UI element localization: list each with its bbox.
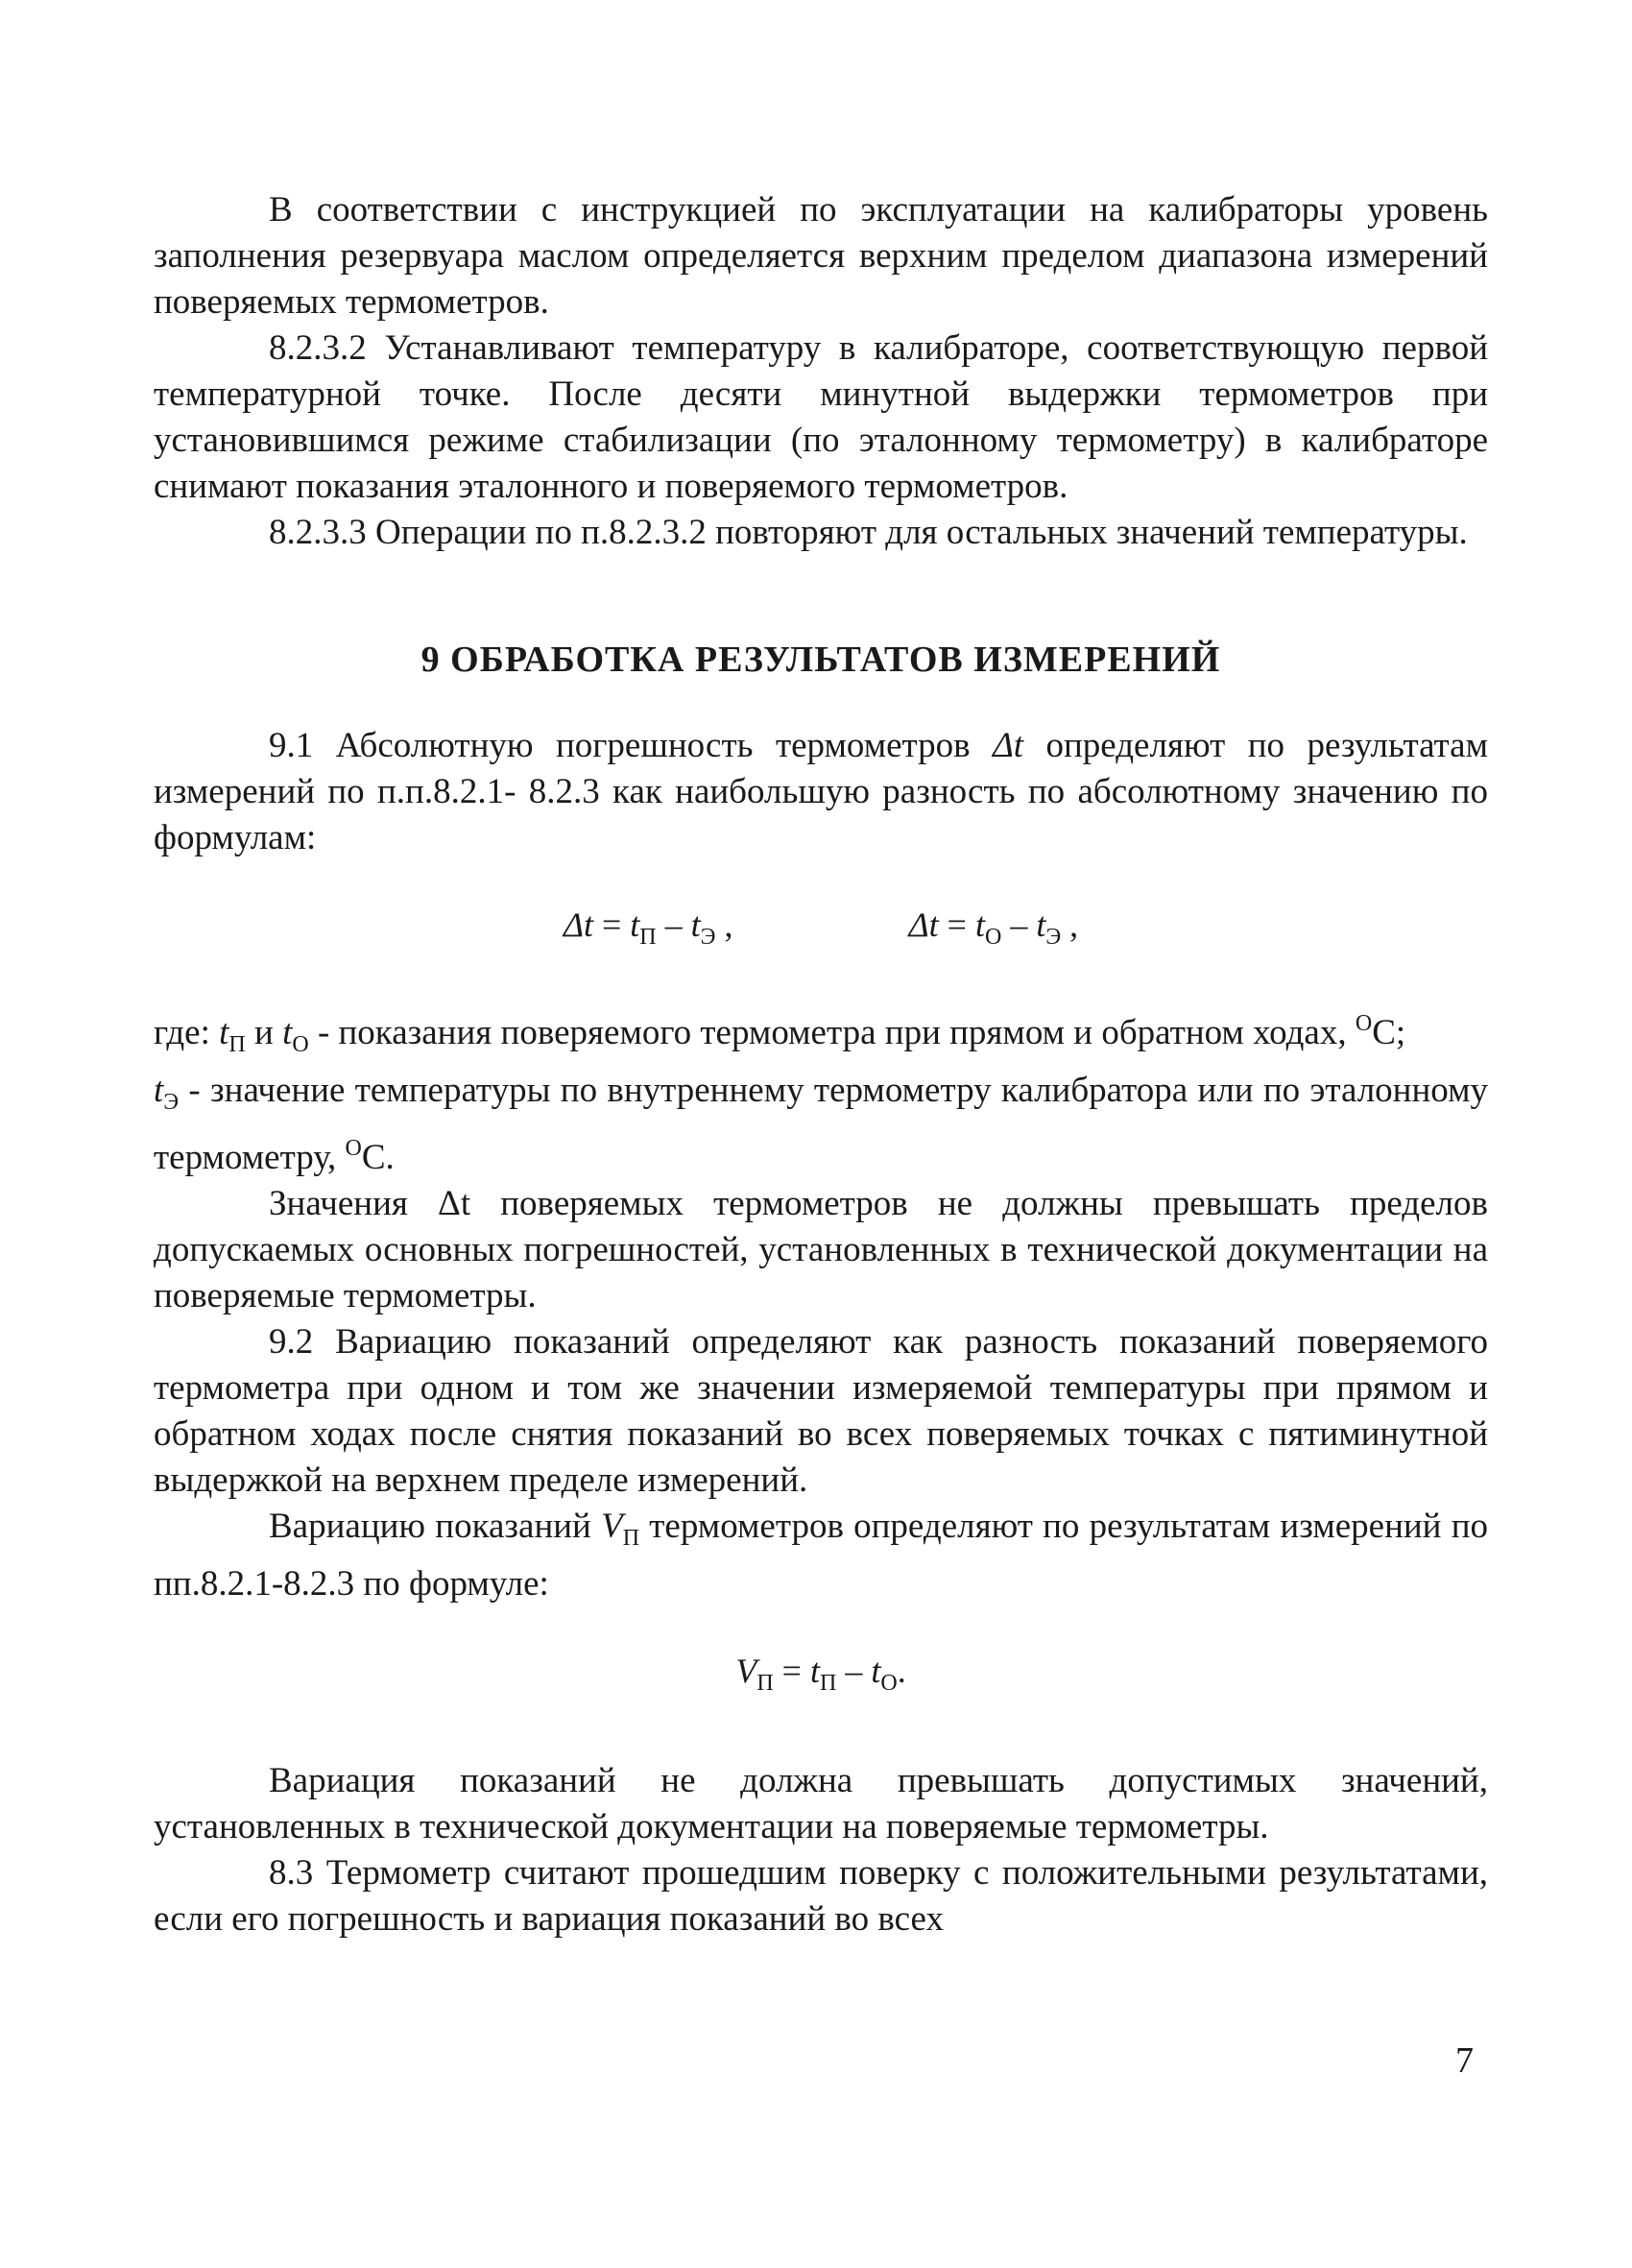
paragraph-calibrator-oil-level: В соответствии с инструкцией по эксплуатации на калибраторы уровень заполнения резервуара маслом определяется верхним пределом диапазона измерений поверяемых термометров. bbox=[154, 190, 1488, 322]
paragraph-9-1: 9.1 Абсолютную погрешность термометров Δt определяют по результатам измерений по п.п.8.2.1- 8.2.3 как наибольшую разность по абсолютному значению по формулам: bbox=[154, 726, 1489, 857]
document-page bbox=[154, 187, 1488, 1942]
formula-variation: $V_П = t_П - t_О$. bbox=[735, 1652, 906, 1696]
formula-delta-t: $\Delta t = t_П - t_Э$ , $\Delta t = t_О - t_Э$ , bbox=[563, 905, 1079, 950]
paragraph-8-3: 8.3 Термометр считают прошедшим поверку с положительными результатами, если его погрешность и вариация показаний во всех bbox=[154, 1853, 1488, 1939]
page-number: 7 bbox=[1455, 2040, 1474, 2081]
paragraph-8-2-3-3: 8.2.3.3 Операции по п.8.2.3.2 повторяют для остальных значений температуры. bbox=[269, 513, 1468, 552]
paragraph-8-2-3-2: 8.2.3.2 Устанавливают температуру в калибраторе, соответствующую первой температурной точке. После десяти минутной выдержки термометров при установившимся режиме стабилизации (по эталонному термометру) в калибраторе снимают показания эталонного и поверяемого термометров. bbox=[154, 328, 1488, 506]
paragraph-where-tp-to: где: $t_П$ и $t_О$ - показания поверяемого термометра при прямом и обратном ходах, $^О$С; bbox=[154, 1011, 1406, 1057]
paragraph-where-te: $t_Э$ - значение температуры по внутреннему термометру калибратора или по эталонному термометру, $^О$С. bbox=[154, 1071, 1488, 1177]
section-heading-9: 9 ОБРАБОТКА РЕЗУЛЬТАТОВ ИЗМЕРЕНИЙ bbox=[420, 639, 1221, 680]
paragraph-9-2: 9.2 Вариацию показаний определяют как разность показаний поверяемого термометра при одном и том же значении измеряемой температуры при прямом и обратном ходах после снятия показаний во всех поверяемых точках с пятиминутной выдержкой на верхнем пределе измерений. bbox=[154, 1322, 1488, 1500]
paragraph-variation-formula-intro: Вариацию показаний $V_П$ термометров определяют по результатам измерений по пп.8.2.1-8.2.3 по формуле: bbox=[154, 1507, 1488, 1604]
paragraph-delta-t-limits: Значения Δt поверяемых термометров не должны превышать пределов допускаемых основных погрешностей, установленных в технической документации на поверяемые термометры. bbox=[154, 1184, 1488, 1315]
paragraph-variation-limit: Вариация показаний не должна превышать допустимых значений, установленных в технической документации на поверяемые термометры. bbox=[154, 1761, 1488, 1846]
delta-t-symbol: Δt bbox=[993, 726, 1024, 765]
